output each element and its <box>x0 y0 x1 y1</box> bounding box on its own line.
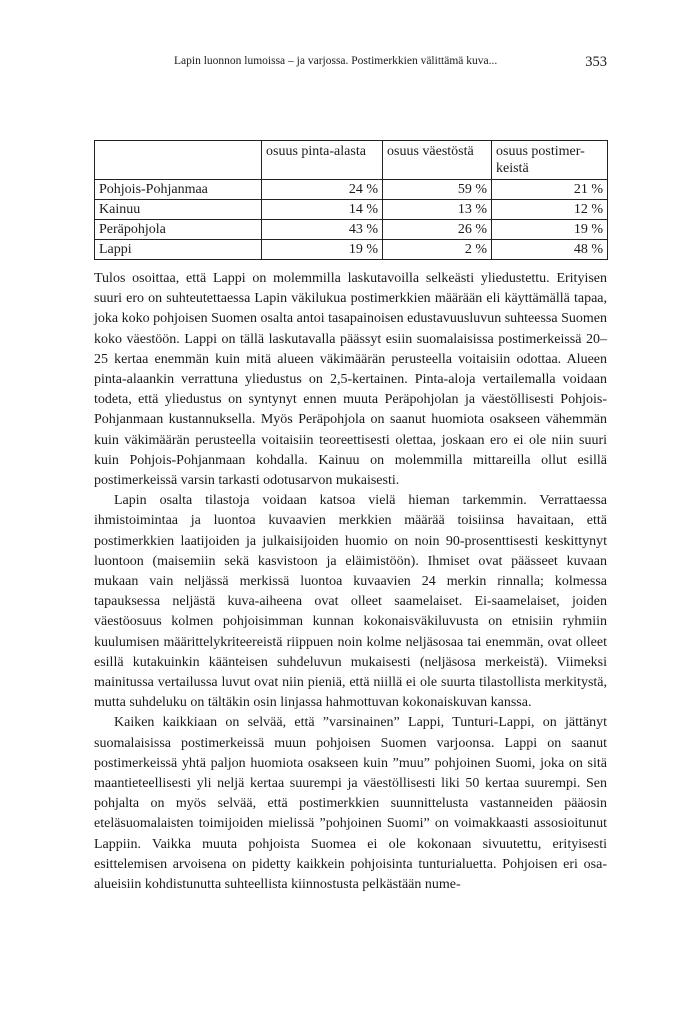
table-cell: 19 % <box>492 220 608 240</box>
table-header-cell <box>95 141 262 180</box>
table-cell: 24 % <box>262 180 383 200</box>
table-cell-region: Peräpohjola <box>95 220 262 240</box>
table-cell-region: Pohjois-Pohjanmaa <box>95 180 262 200</box>
table-header-cell: osuus väestöstä <box>383 141 492 180</box>
table-header-cell: osuus pinta-alasta <box>262 141 383 180</box>
table-cell: 43 % <box>262 220 383 240</box>
table-cell: 2 % <box>383 240 492 260</box>
page-number: 353 <box>585 54 607 70</box>
table-cell: 26 % <box>383 220 492 240</box>
running-title: Lapin luonnon lumoissa – ja varjossa. Postimerkkien välittämä kuva... <box>174 55 498 67</box>
table-cell: 21 % <box>492 180 608 200</box>
body-text <box>94 269 607 895</box>
table-cell: 59 % <box>383 180 492 200</box>
paragraph: Lapin osalta tilastoja voidaan katsoa vielä hieman tarkemmin. Verrattaessa ihmistoimintaa ja luontoa kuvaavien merkkien määrää toisiinsa havaitaan, että postimerkkien laatijoiden ja julkaisijoiden huomio on noin 90-prosenttisesti keskittynyt luontoon (maisemiin sekä kasvistoon ja eläimistöön). Ihmiset ovat päässeet kuvaan mukaan vain neljässä merkissä luontoa kuvaavien 24 merkin rinnalla; kolmessa tapauksessa neljästä kuva-aiheena ovat olleet saamelaiset. Ei-saamelaiset, joiden väestöosuus kolmen pohjoisimman kunnan kokonaisväkiluvusta on etnisiin ryhmiin kuulumisen määrittelykriteereistä riippuen noin kolme neljäsosaa tai enemmän, ovat olleet esillä kutakuinkin käänteisen suhdeluvun mukaisesti (neljäsosa merkeistä). Viimeksi mainitussa vertailussa luvut ovat niin pieniä, että niillä ei ole suurta tilastollista merkitystä, mutta suhdeluku on tältäkin osin linjassa hahmottuvan kokonaiskuvan kanssa. <box>94 493 607 711</box>
table-row <box>95 200 608 220</box>
table-cell: 13 % <box>383 200 492 220</box>
table-row <box>95 240 608 260</box>
table-cell-region: Kainuu <box>95 200 262 220</box>
running-head <box>94 55 607 75</box>
paragraph: Tulos osoittaa, että Lappi on molemmilla laskutavoilla selkeästi yliedustettu. Erityisen suuri ero on suhteutettaessa Lapin väkilukua postimerkkien määrään eli käyttämällä tapaa, joka koko pohjoisen Suomen osalta antoi tasapainoisen edustavuusluvun suhteessa Suomen koko väestöön. Lappi on tällä laskutavalla päässyt esiin suomalaisissa postimerkeissä 20–25 kertaa enemmän kuin mitä alueen väkimäärän perusteella voitaisiin odottaa. Alueen pinta-alaankin verrattuna yliedustus on 2,5-kertainen. Pinta-aloja vertailemalla voidaan todeta, että yliedustus on syntynyt ennen muuta Peräpohjolan ja väestöllisesti Pohjois-Pohjanmaan kustannuksella. Myös Peräpohjola on saanut huomiota osakseen vähemmän kuin väkimäärän perusteella voitaisiin teoreettisesti olettaa, joskaan ero ei ole niin suuri kuin Pohjois-Pohjanmaan kohdalla. Kainuu on molemmilla mittareilla ollut esillä postimerkeissä varsin tarkasti odotusarvon mukaisesti. <box>94 271 607 489</box>
table-cell-region: Lappi <box>95 240 262 260</box>
statistics-table <box>94 140 608 260</box>
table-cell: 48 % <box>492 240 608 260</box>
table-row <box>95 220 608 240</box>
table-row <box>95 180 608 200</box>
paragraph: Kaiken kaikkiaan on selvää, että ”varsinainen” Lappi, Tunturi-Lappi, on jättänyt suomalaisissa postimerkeissä muun pohjoisen Suomen varjoonsa. Lappi on saanut postimerkeissä yhtä paljon huomiota osakseen kuin ”muu” pohjoinen Suomi, joka on sitä maantieteellisesti yli neljä kertaa suurempi ja väestöllisesti liki 50 kertaa suurempi. Sen pohjalta on myös selvää, että postimerkkien suunnittelusta vastanneiden pääosin eteläsuomalaisten toimijoiden mielissä ”pohjoinen Suomi” on voimakkaasti assosioitunut Lappiin. Vaikka muuta pohjoista Suomea ei ole kokonaan sivuutettu, erityisesti esittelemisen arvoisena on pidetty kaikkein pohjoisinta tunturialuetta. Pohjoisen eri osa-alueisiin kohdistunutta suhteellista kiinnostusta pelkästään nume- <box>94 715 607 893</box>
table-header-cell: osuus postimer-keistä <box>492 141 608 180</box>
table-cell: 19 % <box>262 240 383 260</box>
table-cell: 14 % <box>262 200 383 220</box>
table-header-row <box>95 141 608 180</box>
table-cell: 12 % <box>492 200 608 220</box>
